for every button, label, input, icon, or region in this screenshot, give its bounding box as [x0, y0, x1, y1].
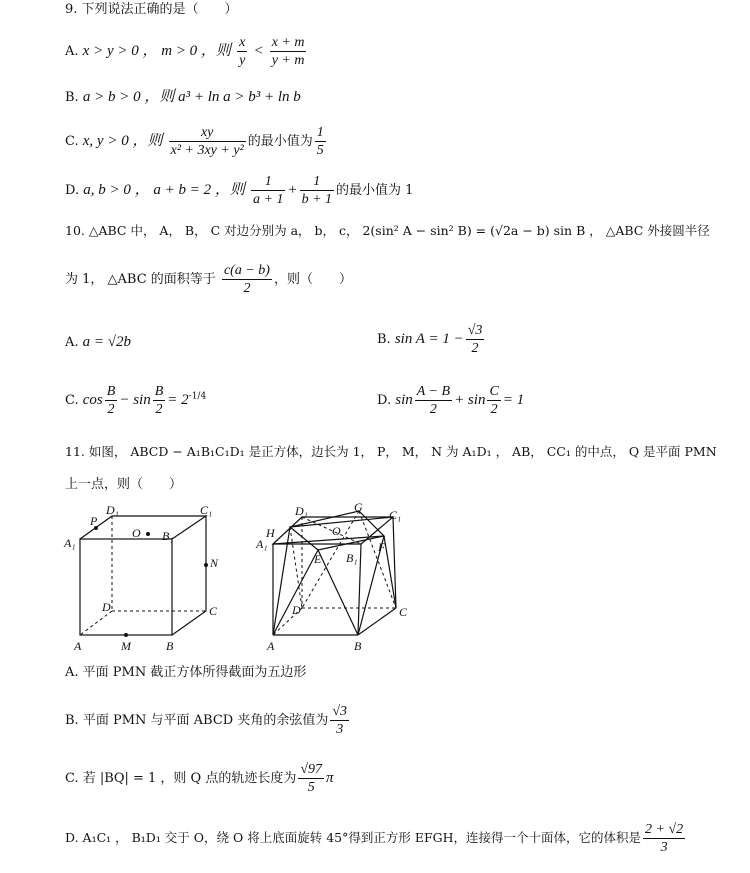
- label-c1: C₁: [200, 505, 213, 517]
- q10-c-pre: cos: [82, 392, 103, 408]
- q10-option-a: [65, 333, 131, 352]
- hidden-edge-hd: [290, 527, 302, 608]
- point-o: [146, 532, 150, 536]
- q9-d-pre: a, b > 0 ， a + b = 2 ，则: [83, 182, 245, 198]
- label-e: E: [314, 552, 322, 566]
- q9-option-c: [65, 124, 328, 159]
- q10-option-c: [65, 383, 206, 418]
- label-c1: C₁: [389, 508, 402, 522]
- q10-c-label: C.: [65, 393, 79, 408]
- q11-stem-line1: 11. 如图， ABCD − A₁B₁C₁D₁ 是正方体，边长为 1， P， M， N 为 A₁D₁ ， AB， CC₁ 的中点， Q 是平面 PMN: [65, 444, 717, 459]
- q9-d-frac1: $\frac{1}{a + 1}$: [253, 174, 284, 207]
- q9-a-lt: <: [253, 43, 264, 59]
- label-o: O: [332, 524, 341, 538]
- cube-right-face: [172, 516, 206, 635]
- q9-c-label: C.: [65, 134, 79, 149]
- q9-b-label: B.: [65, 90, 79, 105]
- q10-c-post: = 2: [167, 392, 189, 408]
- q10-option-b: [377, 322, 486, 357]
- cube-front-face: [80, 539, 172, 635]
- label-p: P: [90, 514, 98, 528]
- q10-d-label: D.: [377, 393, 392, 408]
- label-c: C: [209, 604, 218, 618]
- label-m: M: [121, 639, 131, 653]
- q9-option-a: [65, 34, 308, 69]
- label-o: O: [132, 526, 141, 540]
- q11-option-a: [65, 664, 306, 682]
- q11-c-text: 若 |BQ| = 1 ，则 Q 点的轨迹长度为: [82, 771, 297, 786]
- q9-d-post: 的最小值为 1: [336, 183, 414, 198]
- q9-c-frac: $\frac{xy}{\text{x² + 3xy + y²}}$: [170, 125, 244, 158]
- q11-option-c: [65, 761, 334, 796]
- q10-d-pre: sin: [395, 392, 413, 408]
- label-g: G: [354, 502, 363, 514]
- label-a: A: [74, 639, 82, 653]
- q11-d-label: D.: [65, 830, 79, 845]
- label-h: H: [266, 526, 275, 540]
- q10-a-text: a = √2b: [82, 334, 132, 350]
- q10-b-label: B.: [377, 332, 391, 347]
- q10-option-d: [377, 383, 524, 418]
- cube-figure: [60, 505, 230, 655]
- q10-c-frac2: $\frac{B}{2}$: [154, 384, 164, 417]
- label-n: N: [210, 556, 219, 570]
- q11-c-pi: π: [326, 770, 334, 786]
- q11-c-label: C.: [65, 771, 79, 786]
- label-d: D: [292, 603, 301, 617]
- q9-b-text: a > b > 0 ，则 a³ + ln a > b³ + ln b: [82, 89, 301, 105]
- q11-option-b: [65, 703, 351, 738]
- q11-a-label: A.: [65, 665, 79, 680]
- q11-b-text: 平面 PMN 与平面 ABCD 夹角的余弦值为: [82, 713, 329, 728]
- cube-top-face: [80, 516, 206, 539]
- q9-a-text: x > y > 0 ， m > 0 ，则: [82, 43, 231, 59]
- q9-d-plus: +: [287, 182, 298, 198]
- q11-option-d: [65, 821, 687, 856]
- q9-option-b: [65, 88, 301, 107]
- label-c: C: [399, 605, 408, 619]
- diag-hc1: [290, 517, 393, 527]
- q9-a-frac1: $\frac{x}{y}$: [239, 35, 246, 68]
- q10-c-mid: − sin: [119, 392, 151, 408]
- q10-stem-pre: 为 1， △ABC 的面积等于: [65, 272, 216, 287]
- q10-stem-line1: 10. △ABC 中， A， B， C 对边分别为 a， b， c， 2(sin² A − sin² B) = (√2a − b) sin B ， △ABC 外接圆半径: [65, 223, 710, 238]
- q11-c-frac: $\frac{√97}{5}$: [300, 762, 323, 795]
- q11-b-label: B.: [65, 713, 79, 728]
- q9-option-d: [65, 173, 413, 208]
- q11-d-frac: $\frac{2 + √2}{3}$: [645, 822, 684, 855]
- q10-stem-line2: [65, 262, 352, 297]
- q9-d-label: D.: [65, 183, 80, 198]
- label-b1: B₁: [346, 551, 358, 565]
- point-n: [204, 563, 208, 567]
- label-d: D: [102, 600, 111, 614]
- label-b: B: [354, 639, 362, 653]
- q10-c-exp: -1/4: [188, 391, 207, 402]
- q9-d-frac2: $\frac{1}{b + 1}$: [301, 174, 333, 207]
- q11-b-frac: $\frac{√3}{3}$: [332, 704, 348, 737]
- label-b1: B₁: [162, 529, 174, 543]
- label-a1: A₁: [64, 536, 76, 550]
- q10-d-frac2: $\frac{C}{2}$: [489, 384, 499, 417]
- q11-d-text: A₁C₁ ， B₁D₁ 交于 O，绕 O 将上底面旋转 45°得到正方形 EFGH，连接得一个十面体，它的体积是: [82, 830, 642, 845]
- q9-stem: 9. 下列说法正确的是（ ）: [65, 2, 238, 17]
- q10-a-label: A.: [65, 335, 79, 350]
- q10-d-frac1: $\frac{A - B}{2}$: [416, 384, 451, 417]
- label-d1: D₁: [106, 505, 119, 517]
- q10-b-frac: $\frac{√3}{2}$: [467, 323, 483, 356]
- point-m: [124, 633, 128, 637]
- label-a: A: [267, 639, 275, 653]
- q11-stem-line2: 上一点，则（ ）: [65, 477, 183, 492]
- label-b: B: [166, 639, 174, 653]
- q10-b-pre: sin A = 1 −: [394, 331, 464, 347]
- decahedron-figure: [250, 502, 420, 657]
- label-d1: D₁: [295, 504, 308, 518]
- q10-d-mid: + sin: [454, 392, 486, 408]
- q9-a-frac2: $\frac{x + m}{y + m}$: [271, 35, 305, 68]
- q10-area-frac: $\frac{c(a - b)}{2}$: [223, 263, 270, 296]
- q11-a-text: 平面 PMN 截正方体所得截面为五边形: [82, 665, 307, 680]
- q10-d-post: = 1: [502, 392, 525, 408]
- q10-stem-post: ，则（ ）: [273, 272, 352, 287]
- q10-c-frac1: $\frac{B}{2}$: [106, 384, 116, 417]
- hidden-edge-da: [80, 611, 112, 635]
- q9-c-value: $\frac{1}{5}$: [316, 125, 324, 158]
- q9-c-mid: 的最小值为: [247, 134, 313, 149]
- edge-bb1: [358, 544, 361, 635]
- label-f: F: [378, 540, 386, 554]
- q9-a-label: A.: [65, 44, 79, 59]
- label-a1: A₁: [256, 537, 268, 551]
- q9-c-pre: x, y > 0 ，则: [82, 133, 163, 149]
